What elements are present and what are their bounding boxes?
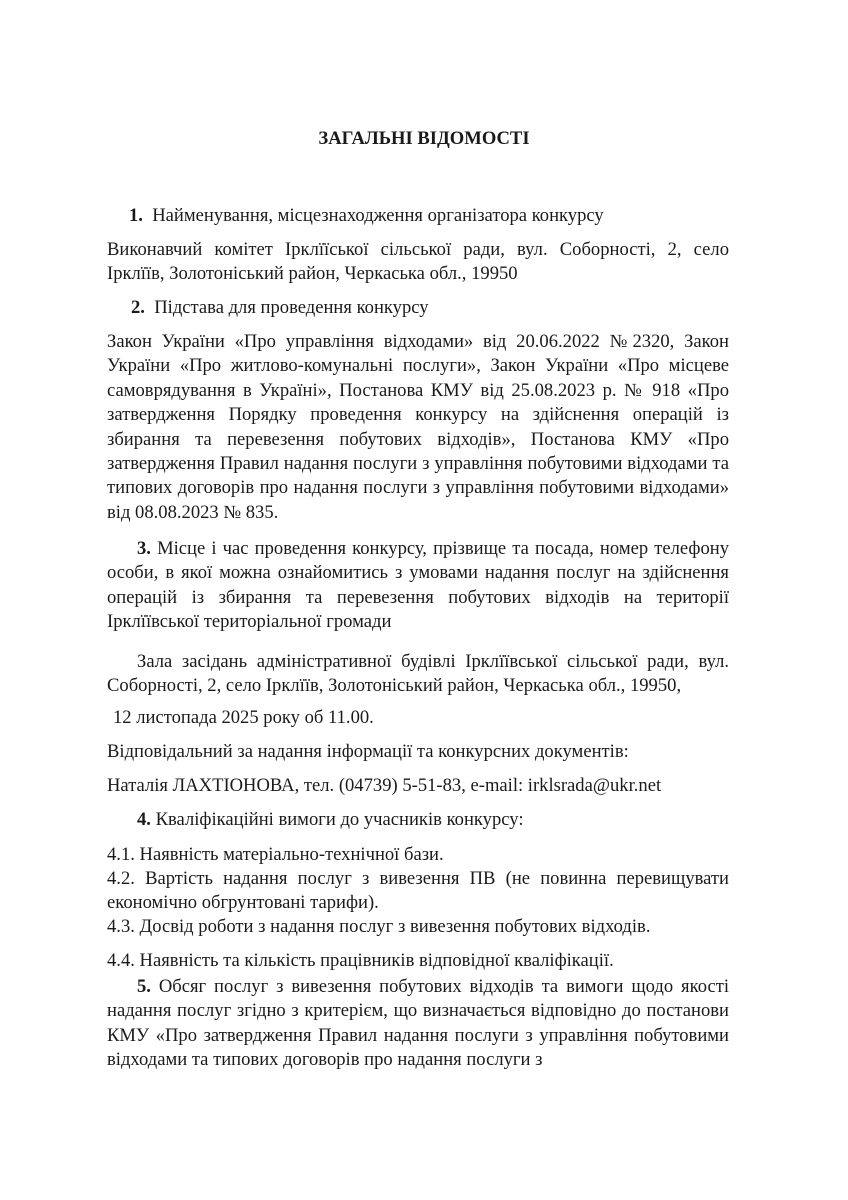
section-1-number: 1. bbox=[129, 205, 143, 226]
section-3-number: 3. bbox=[137, 538, 151, 559]
section-2-number: 2. bbox=[131, 297, 145, 318]
section-2-heading bbox=[107, 296, 753, 320]
section-4-heading-text: Кваліфікаційні вимоги до учасників конкурсу: bbox=[155, 809, 524, 830]
section-2-heading-text: Підстава для проведення конкурсу bbox=[154, 297, 429, 318]
section-3-datetime: 12 листопада 2025 року об 11.00. bbox=[113, 707, 374, 728]
section-1-body-line2: Ірклїїв, Золотоніський район, Черкаська обл., 19950 bbox=[107, 263, 518, 284]
section-4-number: 4. bbox=[137, 809, 151, 830]
section-5-body: Обсяг послуг з вивезення побутових відходів та вимоги щодо якості надання послуг згідно з критерієм, що визначається відповідно до постанови КМУ «Про затвердження Правил надання послуги з управління побутовими відходами та типових договорів про надання послуги з bbox=[107, 976, 729, 1071]
section-3-heading bbox=[107, 537, 729, 635]
section-5-number: 5. bbox=[137, 976, 151, 997]
section-5 bbox=[107, 975, 729, 1073]
section-1-heading-text: Найменування, місцезнаходження організатора конкурсу bbox=[152, 205, 604, 226]
section-1-heading bbox=[107, 204, 751, 228]
section-3-responsible-label: Відповідальний за надання інформації та конкурсних документів: bbox=[107, 741, 629, 762]
requirement-item: 4.4. Наявність та кількість працівників відповідної кваліфікації. bbox=[107, 950, 614, 971]
section-4-heading bbox=[107, 808, 759, 832]
section-2-body: Закон України «Про управління відходами» від 20.06.2022 №2320, Закон України «Про житлово-комунальні послуги», Закон України «Про місцеве самоврядування в Україні», Постанова КМУ від 25.08.2023 р. № 918 «Про затвердження Порядку проведення конкурсу на здійснення операцій із збирання та перевезення побутових відходів», Постанова КМУ «Про затвердження Правил надання послуги з управління побутовими відходами та типових договорів про надання послуги з управління побутовими відходами» від 08.08.2023 № 835. bbox=[107, 331, 729, 523]
section-3-venue: Зала засідань адміністративної будівлі Ірклїївської сільської ради, вул. Соборності, 2, село Ірклїїв, Золотоніський район, Черкаська обл., 19950, bbox=[107, 651, 729, 697]
section-1-body-line1: Виконавчий комітет Ірклїїської сільської ради, вул. Соборності, 2, село bbox=[107, 239, 729, 260]
section-3-heading-text: Місце і час проведення конкурсу, прізвище та посада, номер телефону особи, в якої можна ознайомитись з умовами надання послуг на здійснення операцій із збирання та перевезення побутових відходів на території Ірклїївської територіальної громади bbox=[107, 538, 729, 633]
requirement-item: 4.2. Вартість надання послуг з вивезення ПВ (не повинна перевищувати економічно обгрунтовані тарифи). bbox=[107, 868, 729, 914]
section-3-contact: Наталія ЛАХТІОНОВА, тел. (04739) 5-51-83, e-mail: irklsrada@ukr.net bbox=[107, 775, 662, 796]
requirement-item: 4.3. Досвід роботи з надання послуг з вивезення побутових відходів. bbox=[107, 916, 651, 937]
page-title: ЗАГАЛЬНІ ВІДОМОСТІ bbox=[318, 128, 530, 149]
requirement-item: 4.1. Наявність матеріально-технічної бази. bbox=[107, 844, 444, 865]
